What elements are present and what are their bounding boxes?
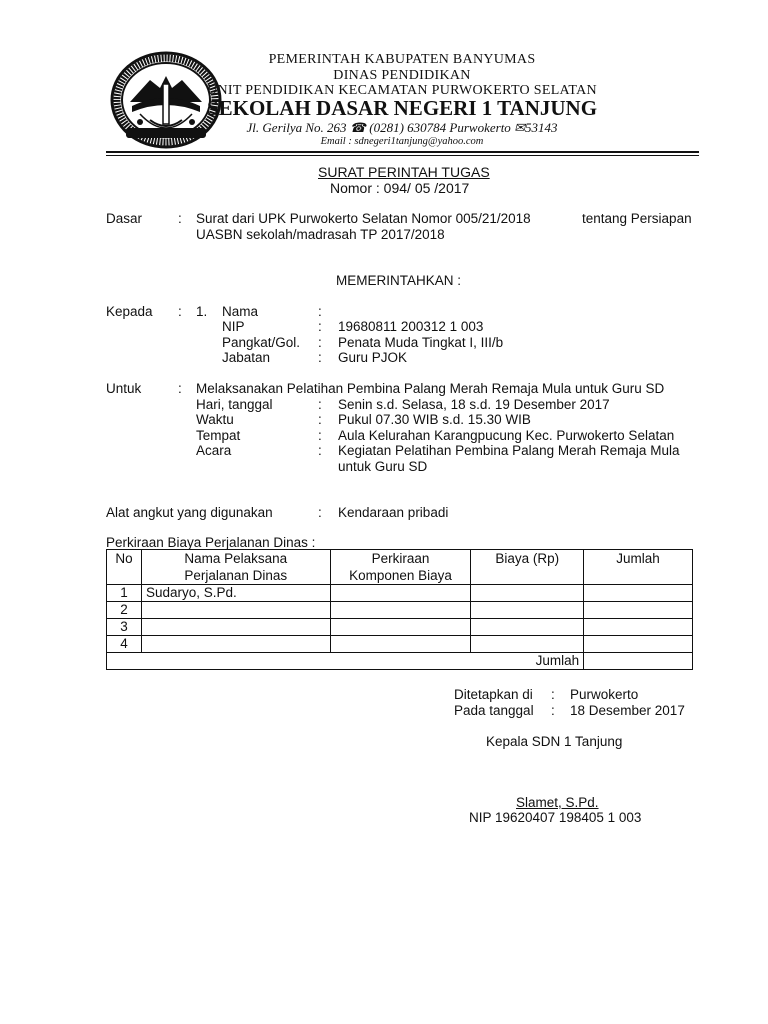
table-row: [107, 585, 693, 602]
field-label-jabatan: Jabatan: [222, 350, 271, 365]
field-colon: :: [318, 443, 322, 458]
address-city: Purwokerto: [449, 120, 511, 135]
table-header-row: [107, 550, 693, 585]
kepada-number: 1.: [196, 304, 208, 319]
table-total-row: [107, 653, 693, 670]
ditetapkan-colon: :: [551, 687, 555, 702]
field-label-waktu: Waktu: [196, 412, 234, 427]
cell-nama: [141, 636, 330, 653]
cell-komponen: [330, 619, 471, 636]
untuk-colon: :: [178, 381, 182, 396]
header-no: No: [107, 550, 142, 585]
dasar-line-1: Surat dari UPK Purwokerto Selatan Nomor 005/21/2018: [196, 211, 531, 226]
tanggal-label: Pada tanggal: [454, 703, 534, 718]
biaya-label: Perkiraan Biaya Perjalanan Dinas :: [106, 535, 316, 550]
dasar-line-1b: tentang Persiapan: [582, 211, 692, 226]
kepada-label: Kepada: [106, 304, 153, 319]
table-row: [107, 602, 693, 619]
cell-no: 1: [107, 585, 142, 602]
field-value-waktu: Pukul 07.30 WIB s.d. 15.30 WIB: [338, 412, 531, 427]
dasar-label: Dasar: [106, 211, 143, 226]
dasar-colon: :: [178, 211, 182, 226]
cell-no: 4: [107, 636, 142, 653]
field-value-acara-cont: untuk Guru SD: [338, 459, 428, 474]
total-label: Jumlah: [107, 653, 584, 670]
cell-jumlah: [584, 619, 693, 636]
memerintahkan-heading: MEMERINTAHKAN :: [336, 273, 462, 288]
total-value: [584, 653, 693, 670]
field-value-jabatan: Guru PJOK: [338, 350, 408, 365]
address-postal: 53143: [524, 120, 558, 135]
untuk-label: Untuk: [106, 381, 142, 396]
cell-nama: Sudaryo, S.Pd.: [141, 585, 330, 602]
header-nama: [141, 550, 330, 585]
field-label-nama: Nama: [222, 304, 259, 319]
header-komponen-line-2: Komponen Biaya: [349, 568, 452, 583]
alat-colon: :: [318, 505, 322, 520]
cell-nama: [141, 619, 330, 636]
cell-no: 3: [107, 619, 142, 636]
alat-label: Alat angkut yang digunakan: [106, 505, 273, 520]
field-colon: :: [318, 319, 322, 334]
field-value-acara: Kegiatan Pelatihan Pembina Palang Merah Remaja Mula: [338, 443, 680, 458]
field-colon: :: [318, 350, 322, 365]
table-row: [107, 636, 693, 653]
field-label-tempat: Tempat: [196, 428, 241, 443]
cell-jumlah: [584, 602, 693, 619]
header-biaya: Biaya (Rp): [471, 550, 584, 585]
school-name: SEKOLAH DASAR NEGERI 1 TANJUNG: [206, 96, 598, 120]
kop-line-1: PEMERINTAH KABUPATEN BANYUMAS: [268, 52, 536, 67]
field-label-nip: NIP: [222, 319, 245, 334]
field-value-pangkat: Penata Muda Tingkat I, III/b: [338, 335, 504, 350]
ditetapkan-value: Purwokerto: [570, 687, 639, 702]
kop-divider-thin: [106, 155, 699, 156]
field-value-hari: Senin s.d. Selasa, 18 s.d. 19 Desember 2017: [338, 397, 610, 412]
field-label-hari: Hari, tanggal: [196, 397, 273, 412]
cell-jumlah: [584, 585, 693, 602]
ditetapkan-label: Ditetapkan di: [454, 687, 533, 702]
untuk-text: Melaksanakan Pelatihan Pembina Palang Merah Remaja Mula untuk Guru SD: [196, 381, 665, 396]
field-colon: :: [318, 397, 322, 412]
cell-jumlah: [584, 636, 693, 653]
alat-value: Kendaraan pribadi: [338, 505, 449, 520]
signatory-name: Slamet, S.Pd.: [516, 795, 599, 810]
field-label-pangkat: Pangkat/Gol.: [222, 335, 301, 350]
cell-no: 2: [107, 602, 142, 619]
signatory-nip: NIP 19620407 198405 1 003: [469, 810, 642, 825]
cell-nama: [141, 602, 330, 619]
kop-line-2: DINAS PENDIDIKAN: [333, 68, 471, 83]
address-street: Jl. Gerilya No. 263: [246, 120, 347, 135]
kop-line-3: UNIT PENDIDIKAN KECAMATAN PURWOKERTO SELATAN: [207, 83, 597, 98]
header-nama-line-1: Nama Pelaksana: [184, 551, 288, 566]
cell-biaya: [471, 636, 584, 653]
header-nama-line-2: Perjalanan Dinas: [184, 568, 288, 583]
header-komponen: [330, 550, 471, 585]
school-address: [102, 120, 702, 136]
mail-icon: ✉: [514, 120, 525, 135]
kepada-colon: :: [178, 304, 182, 319]
cell-komponen: [330, 585, 471, 602]
letter-title: SURAT PERINTAH TUGAS: [318, 164, 490, 180]
field-colon: :: [318, 412, 322, 427]
field-colon: :: [318, 428, 322, 443]
cell-biaya: [471, 619, 584, 636]
tanggal-colon: :: [551, 703, 555, 718]
field-label-acara: Acara: [196, 443, 232, 458]
field-colon: :: [318, 335, 322, 350]
cell-biaya: [471, 602, 584, 619]
field-value-nip: 19680811 200312 1 003: [338, 319, 484, 334]
header-komponen-line-1: Perkiraan: [371, 551, 430, 566]
field-value-tempat: Aula Kelurahan Karangpucung Kec. Purwokerto Selatan: [338, 428, 675, 443]
tanggal-value: 18 Desember 2017: [570, 703, 685, 718]
cell-biaya: [471, 585, 584, 602]
kop-divider-thick: [106, 151, 699, 153]
signatory-title: Kepala SDN 1 Tanjung: [486, 734, 623, 749]
header-jumlah: Jumlah: [584, 550, 693, 585]
address-phone: (0281) 630784: [369, 120, 447, 135]
field-colon: :: [318, 304, 322, 319]
phone-icon: ☎: [349, 120, 366, 135]
cell-komponen: [330, 636, 471, 653]
dasar-line-2: UASBN sekolah/madrasah TP 2017/2018: [196, 227, 445, 242]
biaya-table: [106, 549, 693, 670]
school-email: Email : sdnegeri1tanjung@yahoo.com: [320, 136, 484, 147]
letter-number: Nomor : 094/ 05 /2017: [330, 180, 470, 196]
table-row: [107, 619, 693, 636]
cell-komponen: [330, 602, 471, 619]
